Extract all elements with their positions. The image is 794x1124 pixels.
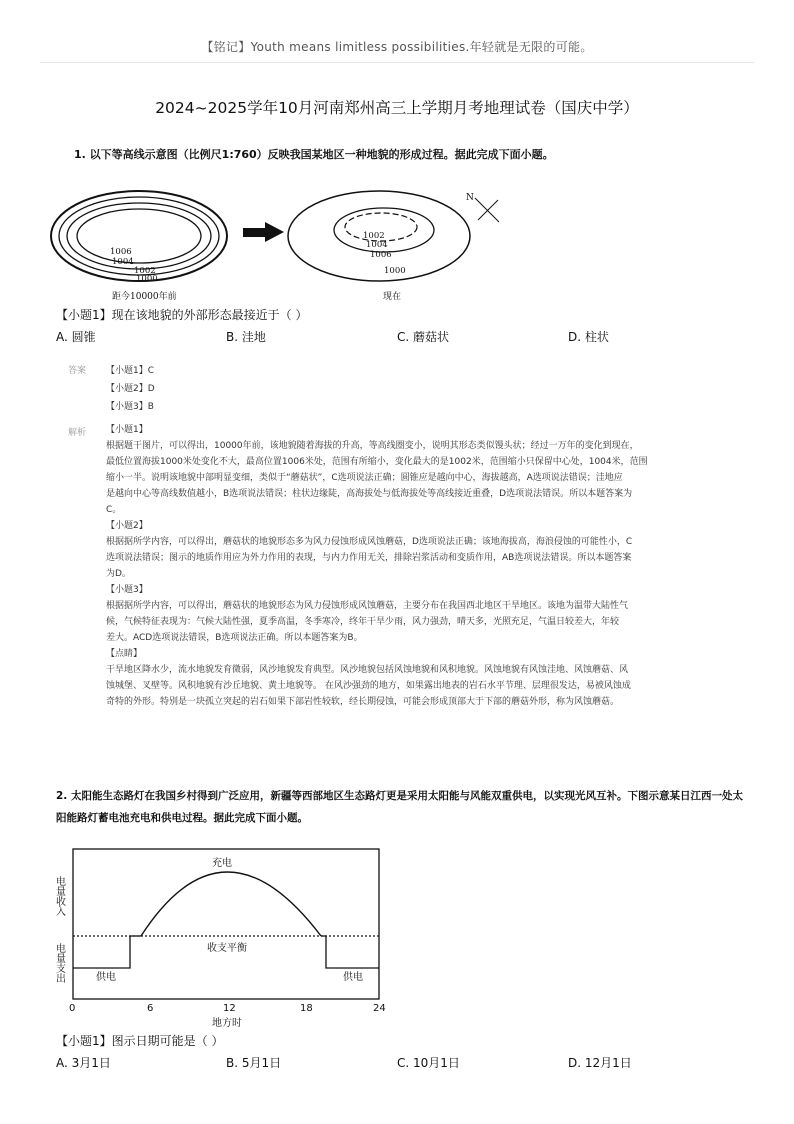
analysis-label: 解析 <box>68 428 87 438</box>
north-arrow-icon <box>466 193 499 222</box>
x-tick: 24 <box>373 1003 386 1014</box>
battery-charge-figure <box>52 846 392 1034</box>
supply-right <box>321 936 379 968</box>
question-1-stem: 1. 以下等高线示意图（比例尺1:760）反映我国某地区一种地貌的形成过程。据此完成下面小题。 <box>74 148 554 161</box>
option-a[interactable]: A. 圆锥 <box>56 330 96 344</box>
answer-line: 【小题2】D <box>106 384 155 394</box>
analysis-line: 候，气候特征表现为：气候大陆性强，夏季高温，冬季寒冷，终年干旱少雨，风力强劲，晴天多，光照充足，气温日较差大，年较 <box>106 617 620 627</box>
contour-label: 1002 <box>134 266 156 276</box>
right-caption: 现在 <box>383 292 402 302</box>
motto-header: 【铭记】Youth means limitless possibilities.年轻就是无限的可能。 <box>201 40 593 54</box>
analysis-line: 是越向中心等高线数值越小，B选项说法错误；柱状边缘陡，高海拔处与低海拔处等高线接近重叠，D选项说法错误。所以本题答案为 <box>106 489 633 499</box>
contour-label: 1004 <box>366 240 388 250</box>
analysis-line: 奇特的外形。特别是一块孤立突起的岩石如果下部岩性较软，经长期侵蚀，可能会形成顶部大于下部的蘑菇外形，称为风蚀蘑菇。 <box>106 697 620 707</box>
x-axis-label: 地方时 <box>212 1018 242 1029</box>
contour-figure <box>48 186 518 304</box>
analysis-line: 【小题2】 <box>106 521 148 531</box>
analysis-line: C。 <box>106 505 122 515</box>
analysis-line: 差大。ACD选项说法错误，B选项说法正确。所以本题答案为B。 <box>106 633 363 643</box>
answer-line: 【小题1】C <box>106 366 155 376</box>
x-tick: 6 <box>147 1003 154 1014</box>
charge-curve <box>141 872 321 936</box>
option-b[interactable]: B. 洼地 <box>226 330 266 344</box>
analysis-text <box>106 422 726 710</box>
analysis-line: 【小题1】 <box>106 425 148 435</box>
header-divider <box>40 62 754 63</box>
contour-label: 1006 <box>370 250 392 260</box>
answer-line: 【小题3】B <box>106 402 154 412</box>
supply-label: 供电 <box>343 972 363 983</box>
north-label: N <box>466 193 474 203</box>
transition-arrow <box>243 222 284 242</box>
analysis-line: 最低位置海拔1000米处变化不大，最高位置1006米处，范围有所缩小，变化最大的是1002米，范围缩小只保留中心处，1004米，范围 <box>106 457 648 467</box>
subquestion-1-1: 【小题1】现在该地貌的外部形态最接近于（ ） <box>56 308 308 322</box>
option-b[interactable]: B. 5月1日 <box>226 1056 282 1070</box>
supply-left <box>73 936 141 968</box>
supply-label: 供电 <box>96 972 116 983</box>
analysis-line: 选项说法错误；图示的地质作用应为外力作用的表现，与内力作用无关，排除岩浆活动和变质作用，AB选项说法错误。所以本题答案 <box>106 553 632 563</box>
option-c[interactable]: C. 蘑菇状 <box>397 330 450 344</box>
contour-label: 1000 <box>136 274 158 284</box>
analysis-line: 根据题干图片，可以得出，10000年前，该地貌随着海拔的升高，等高线圈变小，说明其形态类似馒头状；经过一万年的变化到现在， <box>106 441 639 451</box>
analysis-line: 【点睛】 <box>106 649 143 659</box>
analysis-line: 缩小一半。说明该地貌中部明显变细，类似于“蘑菇状”，C选项说法正确；圆锥应是越向中心，海拔越高，A选项说法错误；洼地应 <box>106 473 623 483</box>
answer-label: 答案 <box>68 366 87 376</box>
option-a[interactable]: A. 3月1日 <box>56 1056 111 1070</box>
analysis-line: 根据据所学内容，可以得出，蘑菇状的地貌形态为风力侵蚀形成风蚀蘑菇，主要分布在我国西北地区干旱地区。该地为温带大陆性气 <box>106 601 629 611</box>
analysis-line: 【小题3】 <box>106 585 148 595</box>
option-d[interactable]: D. 柱状 <box>568 330 609 344</box>
x-tick: 12 <box>223 1003 236 1014</box>
option-d[interactable]: D. 12月1日 <box>568 1056 632 1070</box>
page-title: 2024~2025学年10月河南郑州高三上学期月考地理试卷（国庆中学） <box>155 99 639 117</box>
balance-label: 收支平衡 <box>207 943 247 954</box>
charge-label: 充电 <box>212 858 232 869</box>
x-tick: 18 <box>300 1003 313 1014</box>
y-label-income: 电量收入 <box>53 876 65 916</box>
option-c[interactable]: C. 10月1日 <box>397 1056 460 1070</box>
left-caption: 距今10000年前 <box>112 292 177 302</box>
question-2-stem: 2. 太阳能生态路灯在我国乡村得到广泛应用，新疆等西部地区生态路灯更是采用太阳能与风能双重供电，以实现光风互补。下图示意某日江西一处太阳能路灯蓄电池充电和供电过程。据此完成下面小题。 <box>56 790 743 824</box>
x-tick-labels <box>69 1003 386 1014</box>
contour-label: 1006 <box>110 247 132 257</box>
analysis-line: 蚀城堡、叉壁等。风积地貌有沙丘地貌、黄土地貌等。 在风沙强劲的地方，如果露出地表的岩石水平节理、层理很发达，易被风蚀成 <box>106 681 631 691</box>
y-label-expense: 电量支出 <box>53 943 65 983</box>
y-axis-labels <box>54 875 66 983</box>
x-tick: 0 <box>69 1003 76 1014</box>
analysis-line: 干旱地区降水少，流水地貌发育微弱，风沙地貌发育典型。风沙地貌包括风蚀地貌和风积地貌。风蚀地貌有风蚀洼地、风蚀蘑菇、风 <box>106 665 629 675</box>
contour-label: 1002 <box>363 231 385 241</box>
subquestion-2-1: 【小题1】图示日期可能是（ ） <box>56 1034 224 1048</box>
contour-label: 1000 <box>384 266 406 276</box>
analysis-line: 根据据所学内容，可以得出，蘑菇状的地貌形态多为风力侵蚀形成风蚀蘑菇，D选项说法正确；该地海拔高，海浪侵蚀的可能性小，C <box>106 537 633 547</box>
analysis-line: 为D。 <box>106 569 131 579</box>
contour-label: 1004 <box>112 257 134 267</box>
